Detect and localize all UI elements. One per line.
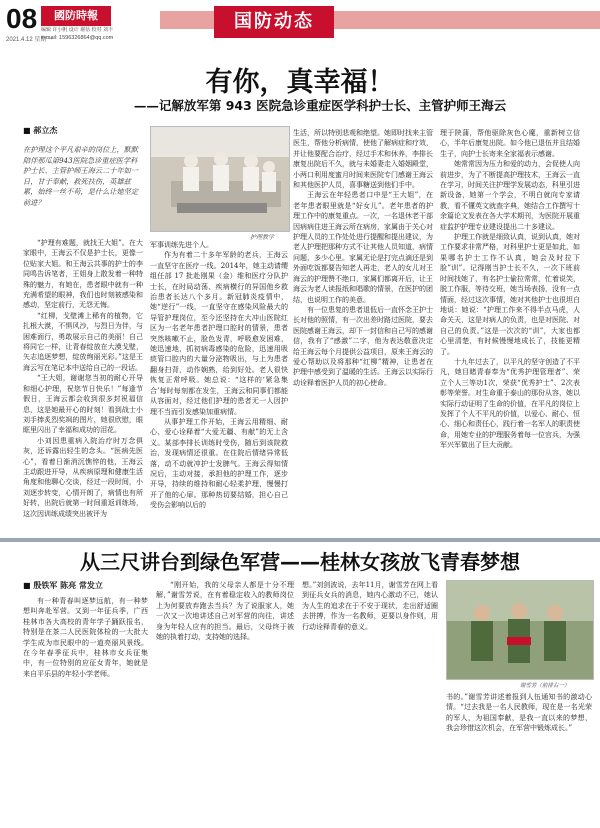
section-title: 国防动态 (214, 6, 334, 38)
article-column-3 (293, 128, 433, 533)
article2-column-3 (302, 580, 438, 824)
article-headline: 有你，真幸福！ (205, 67, 395, 98)
article2-column-2 (156, 580, 294, 824)
paragraph: 从事护理工作开始，王海云用精细、耐心、爱心诠释着“大爱无疆、有献”的无上含义。某部李排长训练时受伤，随后到该院救治，发现病情还很重。在住院后情绪异常低落，动不动就冲护士发脾气。王海云得知情况后，主动对接，承担他的护理工作，逐步开导，持续的维持和耐心轻柔护理，慢慢打开了他的心扉。那种热切要结婚，担心自己受伤会影响以后的 (150, 417, 288, 510)
article2-column-4 (446, 692, 592, 824)
article-subheadline: ——记解放军第 943 医院急诊重症医学科护士长、主管护师王海云 (133, 98, 507, 113)
article2-headline: 从三尺讲台到绿色军营——桂林女孩放飞青春梦想 (80, 550, 520, 574)
article-byline: ■ 郝立杰 (23, 125, 57, 136)
photo-illustration (151, 127, 289, 231)
article2-column-1 (23, 596, 148, 824)
paragraph: 想。”刘剑波说，去年11月，谢雪芳在网上看到征兵女兵的消息，她内心激动不已，她认为人生的追求在于不安于现状，走出舒适圈去拼搏，作为一名教师，更要以身作则，用行动诠释青春的意义。 (302, 581, 438, 631)
paragraph: 她常常因为压力和爱的动力，会促使人向前进步，为了不断提高护理技术，王海云一直在学习，时间关注护理学发展动态，科里引进新设备，她第一个学会，不明白就向专家请教，看不懂英文就查字典，她结合工作撰写十余篇论文发表在各大学术期刊，为医院开展重症监护护理专业建设提出二十多建议。 (440, 160, 580, 231)
article-intro: 在护理这个平凡艰辛的岗位上，默默陪伴那瓜第943医院急诊重症医学科护士长、主管护师王海云二十年如一日，甘于奉献，救死扶伤，英雄兹累，始终一丝不苟，是什么让她坚定前进？ (23, 145, 139, 207)
photo-illustration (447, 581, 593, 679)
paragraph: 有一种青春叫逐梦远航，有一种梦想叫奔赴军营。又到一年征兵季，广西桂林市各大高校的青年学子踊跃报名，特别是在茶二人民医院体检的一大批大学生成为市民眼中的一道亮丽风景线。在今年春季征兵中，桂林市女兵征集中，有一位特别的应征女青年，她就是来自平乐县的年轻小学老师。 (23, 597, 148, 678)
paragraph: “红柳，戈壁滩上稀有的植物，它扎根大漠，不惧风沙，与烈日为伴，与困难面行，勇敢展示自己的美丽！自己将同它一样，让青春绽放在大漠戈壁，矢志追逐梦想，绽放绚丽光彩。”这是王海云写在笔记本中送给自己的一段话。 (23, 311, 143, 372)
paragraph: 有一位患复的患者退低后一直怀念王护士长对他的照情，有一次出差时路过医院，要去医院感谢王海云，却下一封信和自己写的感谢信，我有了“感激”二字，他为表达敬意决定给王海云每个月提供公益项目，原来王海云的爱心帮助以及将那种“红柳”精神，让患者在护理中感受到了温暖的生活。王海云以实际行动诠释着医护人员的初心使命。 (293, 305, 433, 387)
paragraph: 护理工作就是细致认真，说到认真，她对工作要求非常严格，对科里护士更是如此，如果哪名护士工作不认真，她会及时拉下脸”训”。记得刚当护士长不久，一次下班前时间找她了，有名护士偷拉常常，忙着说笑，脱工作服，等待交班，她当场表扬，没有一点情面，经过这次事情，她对其他护士也很坦白地说：她说：“护理工作来不得半点马虎，人命关天，这是对病人的负责，也是对医院、对自己的负责。”这是一次次的“训”，大家也都心里清楚，有时候慢慢地成长了，技能更精了。 (440, 233, 580, 356)
paragraph: 理于陕蒲，帮他驱除灰色心魔，重新树立信心，半年后康复出院。如今他已退伍并且结婚生子，向护士长寄来全家福表示感谢。 (440, 129, 580, 158)
paragraph: 军事训练先进个人。 (150, 241, 213, 249)
article-column-2 (150, 240, 288, 533)
page-number: 08 (6, 3, 38, 34)
contact-email: e-mail: 1596326864@qq.com (41, 35, 114, 41)
article-column-1 (23, 238, 143, 533)
paragraph: 生活，所以特别悲观和绝望。她即时找来主管医生，帮他分析病情，使他了解病症和疗效，并让他要配合治疗，经过手术和休养，李排长康复出院后不久，就与未婚妻走入婚姻殿堂，小两口利用度蜜月时间来医院专门感谢王海云和其他医护人员，喜事糖送到他们手中。 (293, 129, 433, 190)
paragraph: 十九年过去了，以平凡的坚守创造了不平凡，她目睹青春奉为“优秀护理管理者”、荣立个人三等功1次，荣获“优秀护士”、2次表彰等荣誉。对生命重于泰山的那份从容，她以实际行动证明了生命的价值，在平凡的岗位上发挥了个人不平凡的价值，以爱心、耐心、恒心、细心和责任心，践行着一名军人的职责使命，用她专业的护理服务着每一位官兵，为强军兴军做出了巨大贡献。 (440, 357, 580, 450)
photo2-caption: 谢雪芳（前排右一） (520, 683, 570, 689)
paragraph: “刚开始，我的父母亲人都是十分不理解，”谢雪芳说，在有着稳定收入的教师岗位上为何要放弃跑去当兵？为了说服家人，她一次又一次地讲述自己对军营的向往，讲述身为年轻人应有的担当。最后，父母终于被她的执着打动，支持她的选择。 (156, 581, 294, 642)
article2-byline: ■ 殷铁军 陈亮 常发立 (23, 580, 103, 591)
paragraph: 作为有着二十多年军龄的老兵，王海云一直坚守在医疗一线。2014年，她主动请缨组任部 17 批赴刚果（金）维和医疗分队护士长，在时局动荡、疾病横行的异国他乡救治患者长达八个多月。新冠肺炎疫情中，她“逆行”一线，一直坚守在感染风险最大的导管护理岗位，至今还坚持在大冲山医院红区为一名老年患者护理口腔时的情景，患者突然咳嗽不止，脸色发青，呼吸愈发困难，她迅速地，抓初病毒感染的危险，迅速用吸痰管口腔内的大量分泌物吸出，与上为患者翻身扫背，动作娴熟，给到好处。老人很快恢复正常呼吸。她总说：“这样的‘紧急集合’每时每刻都在发生，王海云和同事们都能从容面对，经过他们护理的患者无一人因护理不当而引发感染加重病情。 (150, 251, 288, 416)
nursing-training-photo (150, 126, 290, 232)
photo-caption: 护理教学 (250, 234, 275, 241)
article-column-4 (440, 128, 580, 533)
section-divider (0, 538, 600, 542)
newspaper-logo: 國防時報 (41, 6, 111, 26)
issue-date: 2021.4.12 星期一 (6, 37, 53, 43)
recruits-photo (446, 580, 594, 680)
paragraph: 小刘因患重病入院治疗时万念俱灰，还诉露出轻生的念头。“医病先医心”，看着日渐消沉憔悴的他，王海云主动跟进开导，从疾病原理和健康生活角度和他聊心交谈，经过一段时间，小刘逐步转变，心情开朗了，病情也有所好转，出院后就第一时间重返训练场，这次因训练成绩突出被评为 (23, 436, 143, 518)
paragraph: “王大姐，谢谢您当初的耐心开导和细心护理，祝您节日快乐！”每逢节假日，王海云都会收到很多封祝福信息，这是她最开心的时刻！看到战士小刘手捧炙烈奖飒的图片，她很欣慰，眼眶里闪出了幸福和成功的泪花。 (23, 374, 143, 435)
editorial-staff: 编辑 许小帆 设计 谢蓓 校对 刘丰 (41, 27, 113, 33)
paragraph: 书的。”谢雪芳讲述着报到人伍通知书的激动心情。“过去我是一名人民教师，现在是一名光荣的军人，为祖国奉献，是我一直以来的梦想，我会珍惜这次机会，在军营中锻炼成长。” (446, 693, 592, 733)
paragraph: “护理有难题，就找王大姐”。在大家眼中，王海云不仅是护士长，更像一位贴家大姐。和王海云共事的护士的李同鸣告诉笔者，王姐身上散发着一种特殊的魅力，有她在，患者眼中就有一种充满希望的眼神，我们也时刻被感染和感动，坚定前行，无怨无悔。 (23, 239, 143, 310)
paragraph: 王海云在年轻患者口中是“王大姐”，在老年患者眼里就是“好女儿”。老年患者的护理工作中的康复重点。一次，一名退休老干部因病病住进王海云所在病房，家属由于关心对护理人员的工作处处进行提醒和提出建议，为老人护理把那种方式不让其他人员知道，病情问题，多少心里。家属无论是打完点滴还是到外面吃饭都要告知老人再走，老人的女儿对王海云的护理赞不绝口，家属们都离开后，让王海云为老人读报纸和唱歌的情景，在医护的团结，也说明工作的美意。 (293, 191, 433, 304)
